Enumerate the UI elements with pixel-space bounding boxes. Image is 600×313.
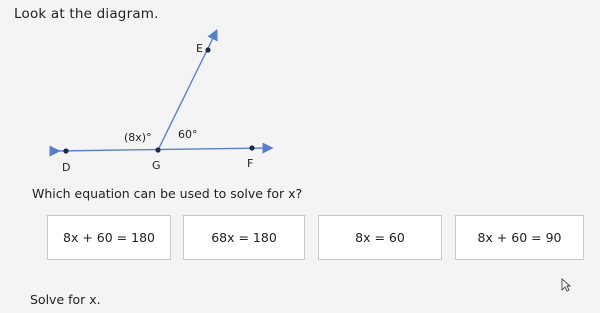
solve-prompt: Solve for x. bbox=[30, 292, 101, 307]
angle-diagram bbox=[0, 22, 320, 182]
instruction-text: Look at the diagram. bbox=[14, 6, 159, 22]
label-g: G bbox=[152, 159, 161, 172]
angle-label-right: 60° bbox=[178, 128, 198, 141]
choice-button-4[interactable]: 8x + 60 = 90 bbox=[455, 215, 584, 260]
angle-label-left: (8x)° bbox=[124, 131, 152, 144]
point-g bbox=[155, 147, 160, 152]
label-e: E bbox=[196, 42, 203, 55]
point-f bbox=[249, 145, 254, 150]
question-text: Which equation can be used to solve for x? bbox=[32, 186, 303, 201]
choice-button-1[interactable]: 8x + 60 = 180 bbox=[47, 215, 171, 260]
arrow-cursor-icon bbox=[561, 278, 571, 292]
choice-button-2[interactable]: 68x = 180 bbox=[183, 215, 305, 260]
line-dgf bbox=[55, 148, 268, 151]
point-d bbox=[63, 148, 68, 153]
choice-button-3[interactable]: 8x = 60 bbox=[318, 215, 442, 260]
label-d: D bbox=[62, 161, 71, 174]
point-e bbox=[205, 47, 210, 52]
label-f: F bbox=[247, 157, 254, 170]
